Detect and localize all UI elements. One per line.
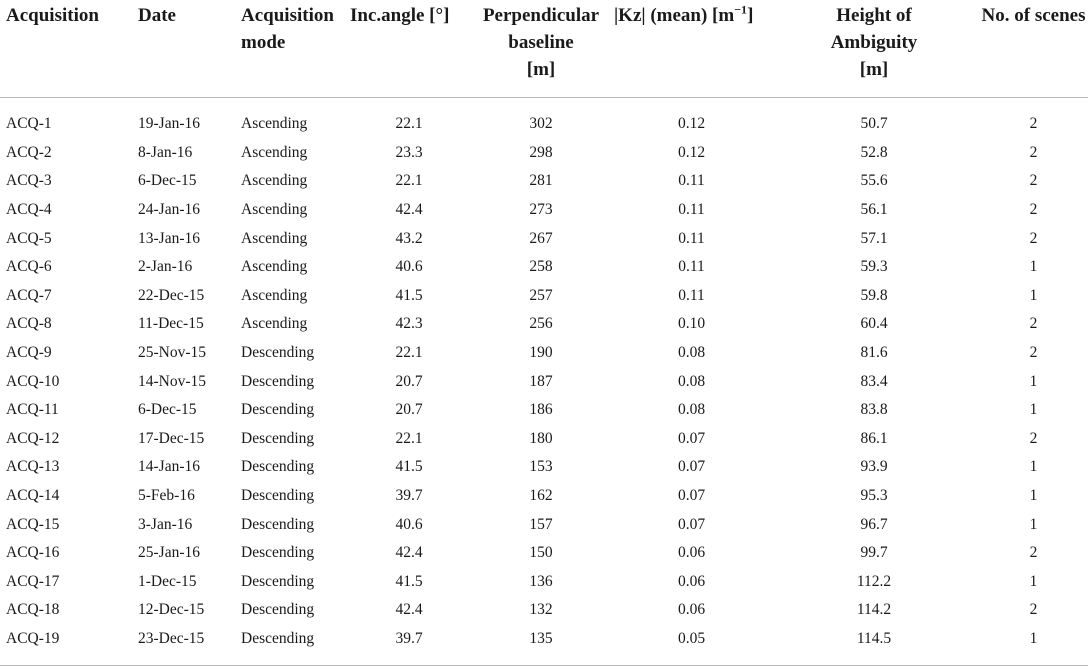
table-row [0,625,1088,666]
cell-date: 13-Jan-16 [138,229,200,247]
header-row [0,0,1088,98]
cell-acquisition-mode: Descending [241,515,315,533]
cell-kz-mean: 0.06 [677,572,706,590]
table-row [0,339,1088,368]
cell-acquisition-mode: Ascending [241,258,308,276]
cell-perpendicular-baseline: 187 [529,372,553,390]
cell-date: 24-Jan-16 [138,201,200,219]
header-hoa-line-2: Ambiguity [830,32,918,53]
cell-date: 14-Nov-15 [138,372,207,390]
cell-acquisition: ACQ-17 [6,572,60,590]
cell-perpendicular-baseline: 186 [529,401,553,419]
cell-kz-mean: 0.11 [678,258,705,276]
cell-perpendicular-baseline: 257 [529,286,553,304]
table-row [0,482,1088,511]
cell-date: 25-Nov-15 [138,344,207,362]
table-row [0,453,1088,482]
header-mode-line-2: mode [241,32,286,53]
cell-kz-mean: 0.07 [677,458,706,476]
cell-acquisition: ACQ-18 [6,601,60,619]
cell-inc-angle: 42.4 [395,544,423,562]
cell-perpendicular-baseline: 153 [529,458,553,476]
cell-kz-mean: 0.06 [677,601,706,619]
cell-no-of-scenes: 2 [1029,601,1038,619]
cell-date: 14-Jan-16 [138,458,200,476]
table-row [0,510,1088,539]
cell-acquisition-mode: Descending [241,458,315,476]
cell-acquisition: ACQ-12 [6,429,60,447]
table-row [0,568,1088,597]
cell-acquisition-mode: Ascending [241,201,308,219]
cell-perpendicular-baseline: 150 [529,544,553,562]
cell-perpendicular-baseline: 162 [529,487,553,505]
cell-acquisition-mode: Ascending [241,172,308,190]
table-row [0,167,1088,196]
cell-inc-angle: 22.1 [395,344,423,362]
table-row [0,396,1088,425]
cell-date: 25-Jan-16 [138,544,200,562]
table-row [0,139,1088,168]
cell-inc-angle: 39.7 [395,487,423,505]
cell-acquisition-mode: Ascending [241,229,308,247]
cell-perpendicular-baseline: 157 [529,515,553,533]
cell-perpendicular-baseline: 267 [529,229,553,247]
cell-kz-mean: 0.07 [677,487,706,505]
table-row [0,425,1088,454]
cell-date: 3-Jan-16 [138,515,193,533]
cell-inc-angle: 23.3 [395,143,423,161]
cell-no-of-scenes: 1 [1029,286,1038,304]
header-date-label: Date [138,5,176,26]
cell-kz-mean: 0.08 [677,372,706,390]
cell-date: 5-Feb-16 [138,487,195,505]
cell-kz-mean: 0.06 [677,544,706,562]
cell-perpendicular-baseline: 302 [529,115,553,133]
cell-perpendicular-baseline: 136 [529,572,553,590]
header-inc-angle [350,0,468,98]
cell-no-of-scenes: 1 [1029,629,1038,647]
header-scenes-label: No. of scenes [981,5,1086,26]
cell-height-of-ambiguity: 60.4 [860,315,888,333]
header-kz-close: ] [747,5,754,26]
cell-perpendicular-baseline: 281 [529,172,553,190]
cell-acquisition: ACQ-1 [6,115,52,133]
cell-kz-mean: 0.08 [677,401,706,419]
cell-inc-angle: 20.7 [395,372,423,390]
cell-acquisition-mode: Descending [241,572,315,590]
table-row [0,224,1088,253]
cell-perpendicular-baseline: 256 [529,315,553,333]
table-row [0,196,1088,225]
cell-no-of-scenes: 1 [1029,258,1038,276]
cell-perpendicular-baseline: 298 [529,143,553,161]
cell-height-of-ambiguity: 114.2 [856,601,892,619]
header-no-of-scenes [979,0,1088,98]
table-header [0,0,1088,98]
cell-date: 8-Jan-16 [138,143,193,161]
header-baseline-line-3: [m] [526,59,556,80]
cell-height-of-ambiguity: 114.5 [856,629,892,647]
cell-acquisition: ACQ-4 [6,201,52,219]
cell-acquisition: ACQ-3 [6,172,52,190]
cell-kz-mean: 0.11 [678,172,705,190]
header-hoa-line-1: Height of [836,5,912,26]
cell-kz-mean: 0.05 [677,629,706,647]
cell-inc-angle: 41.5 [395,458,423,476]
cell-date: 1-Dec-15 [138,572,197,590]
cell-kz-mean: 0.10 [677,315,706,333]
cell-date: 22-Dec-15 [138,286,205,304]
cell-inc-angle: 20.7 [395,401,423,419]
cell-height-of-ambiguity: 112.2 [856,572,892,590]
header-acquisition-label: Acquisition [6,5,99,26]
table-row [0,596,1088,625]
cell-acquisition-mode: Descending [241,629,315,647]
cell-perpendicular-baseline: 180 [529,429,553,447]
cell-no-of-scenes: 2 [1029,143,1038,161]
header-kz-superscript: −1 [734,2,748,17]
cell-kz-mean: 0.08 [677,344,706,362]
cell-height-of-ambiguity: 96.7 [860,515,888,533]
cell-kz-mean: 0.07 [677,429,706,447]
cell-acquisition: ACQ-7 [6,286,52,304]
cell-inc-angle: 43.2 [395,229,423,247]
cell-date: 19-Jan-16 [138,115,200,133]
table-row [0,310,1088,339]
cell-acquisition: ACQ-13 [6,458,60,476]
cell-date: 11-Dec-15 [138,315,204,333]
cell-inc-angle: 22.1 [395,172,423,190]
cell-perpendicular-baseline: 258 [529,258,553,276]
cell-height-of-ambiguity: 81.6 [860,344,888,362]
cell-perpendicular-baseline: 135 [529,629,553,647]
cell-acquisition: ACQ-10 [6,372,60,390]
cell-kz-mean: 0.11 [678,229,705,247]
cell-no-of-scenes: 2 [1029,172,1038,190]
header-perpendicular-baseline [468,0,614,98]
cell-no-of-scenes: 2 [1029,115,1038,133]
cell-acquisition: ACQ-19 [6,629,60,647]
cell-no-of-scenes: 2 [1029,315,1038,333]
cell-date: 12-Dec-15 [138,601,205,619]
cell-height-of-ambiguity: 52.8 [860,143,888,161]
cell-inc-angle: 22.1 [395,429,423,447]
table-body [0,98,1088,666]
cell-height-of-ambiguity: 50.7 [860,115,888,133]
cell-acquisition-mode: Ascending [241,286,308,304]
cell-no-of-scenes: 1 [1029,372,1038,390]
cell-height-of-ambiguity: 59.8 [860,286,888,304]
cell-date: 23-Dec-15 [138,629,205,647]
header-hoa-line-3: [m] [859,59,889,80]
cell-date: 6-Dec-15 [138,172,197,190]
cell-acquisition-mode: Descending [241,544,315,562]
cell-acquisition-mode: Ascending [241,115,308,133]
header-baseline-line-1: Perpendicular [482,5,600,26]
cell-height-of-ambiguity: 55.6 [860,172,888,190]
table-row [0,282,1088,311]
table-row [0,367,1088,396]
cell-height-of-ambiguity: 57.1 [860,229,888,247]
header-height-of-ambiguity [769,0,979,98]
cell-acquisition: ACQ-14 [6,487,60,505]
cell-acquisition-mode: Descending [241,372,315,390]
header-mode-line-1: Acquisition [241,5,334,26]
cell-no-of-scenes: 2 [1029,229,1038,247]
cell-height-of-ambiguity: 86.1 [860,429,888,447]
cell-acquisition-mode: Descending [241,601,315,619]
cell-height-of-ambiguity: 83.4 [860,372,888,390]
cell-height-of-ambiguity: 93.9 [860,458,888,476]
cell-perpendicular-baseline: 273 [529,201,553,219]
cell-inc-angle: 41.5 [395,572,423,590]
cell-height-of-ambiguity: 99.7 [860,544,888,562]
cell-no-of-scenes: 2 [1029,429,1038,447]
cell-no-of-scenes: 1 [1029,487,1038,505]
cell-acquisition-mode: Descending [241,429,315,447]
cell-inc-angle: 40.6 [395,515,423,533]
cell-no-of-scenes: 2 [1029,201,1038,219]
cell-kz-mean: 0.12 [677,115,706,133]
cell-acquisition: ACQ-5 [6,229,52,247]
cell-kz-mean: 0.12 [677,143,706,161]
cell-no-of-scenes: 1 [1029,515,1038,533]
cell-perpendicular-baseline: 132 [529,601,553,619]
table-row [0,539,1088,568]
cell-acquisition-mode: Ascending [241,315,308,333]
cell-inc-angle: 42.4 [395,601,423,619]
cell-acquisition: ACQ-16 [6,544,60,562]
cell-acquisition: ACQ-8 [6,315,52,333]
cell-date: 6-Dec-15 [138,401,197,419]
header-inc-angle-label: Inc.angle [°] [350,5,450,26]
cell-acquisition: ACQ-11 [6,401,59,419]
table-row [0,253,1088,282]
header-acquisition [0,0,135,98]
cell-no-of-scenes: 1 [1029,458,1038,476]
header-acquisition-mode [238,0,350,98]
cell-inc-angle: 22.1 [395,115,423,133]
cell-height-of-ambiguity: 56.1 [860,201,888,219]
cell-inc-angle: 42.3 [395,315,423,333]
cell-acquisition-mode: Ascending [241,143,308,161]
cell-inc-angle: 39.7 [395,629,423,647]
cell-acquisition: ACQ-6 [6,258,52,276]
cell-height-of-ambiguity: 83.8 [860,401,888,419]
cell-height-of-ambiguity: 95.3 [860,487,888,505]
cell-date: 2-Jan-16 [138,258,193,276]
cell-perpendicular-baseline: 190 [529,344,553,362]
table-row [0,98,1088,139]
cell-acquisition-mode: Descending [241,487,315,505]
cell-no-of-scenes: 2 [1029,544,1038,562]
cell-acquisition: ACQ-2 [6,143,52,161]
cell-kz-mean: 0.07 [677,515,706,533]
cell-inc-angle: 40.6 [395,258,423,276]
header-date [135,0,238,98]
cell-acquisition-mode: Descending [241,344,315,362]
cell-inc-angle: 41.5 [395,286,423,304]
cell-acquisition-mode: Descending [241,401,315,419]
header-baseline-line-2: baseline [508,32,574,53]
header-kz-label: |Kz| (mean) [m [614,5,735,26]
cell-inc-angle: 42.4 [395,201,423,219]
cell-date: 17-Dec-15 [138,429,205,447]
cell-acquisition: ACQ-9 [6,344,52,362]
header-kz-mean [614,0,769,98]
cell-no-of-scenes: 2 [1029,344,1038,362]
cell-height-of-ambiguity: 59.3 [860,258,888,276]
cell-kz-mean: 0.11 [678,201,705,219]
cell-kz-mean: 0.11 [678,286,705,304]
cell-no-of-scenes: 1 [1029,401,1038,419]
cell-no-of-scenes: 1 [1029,572,1038,590]
cell-acquisition: ACQ-15 [6,515,60,533]
